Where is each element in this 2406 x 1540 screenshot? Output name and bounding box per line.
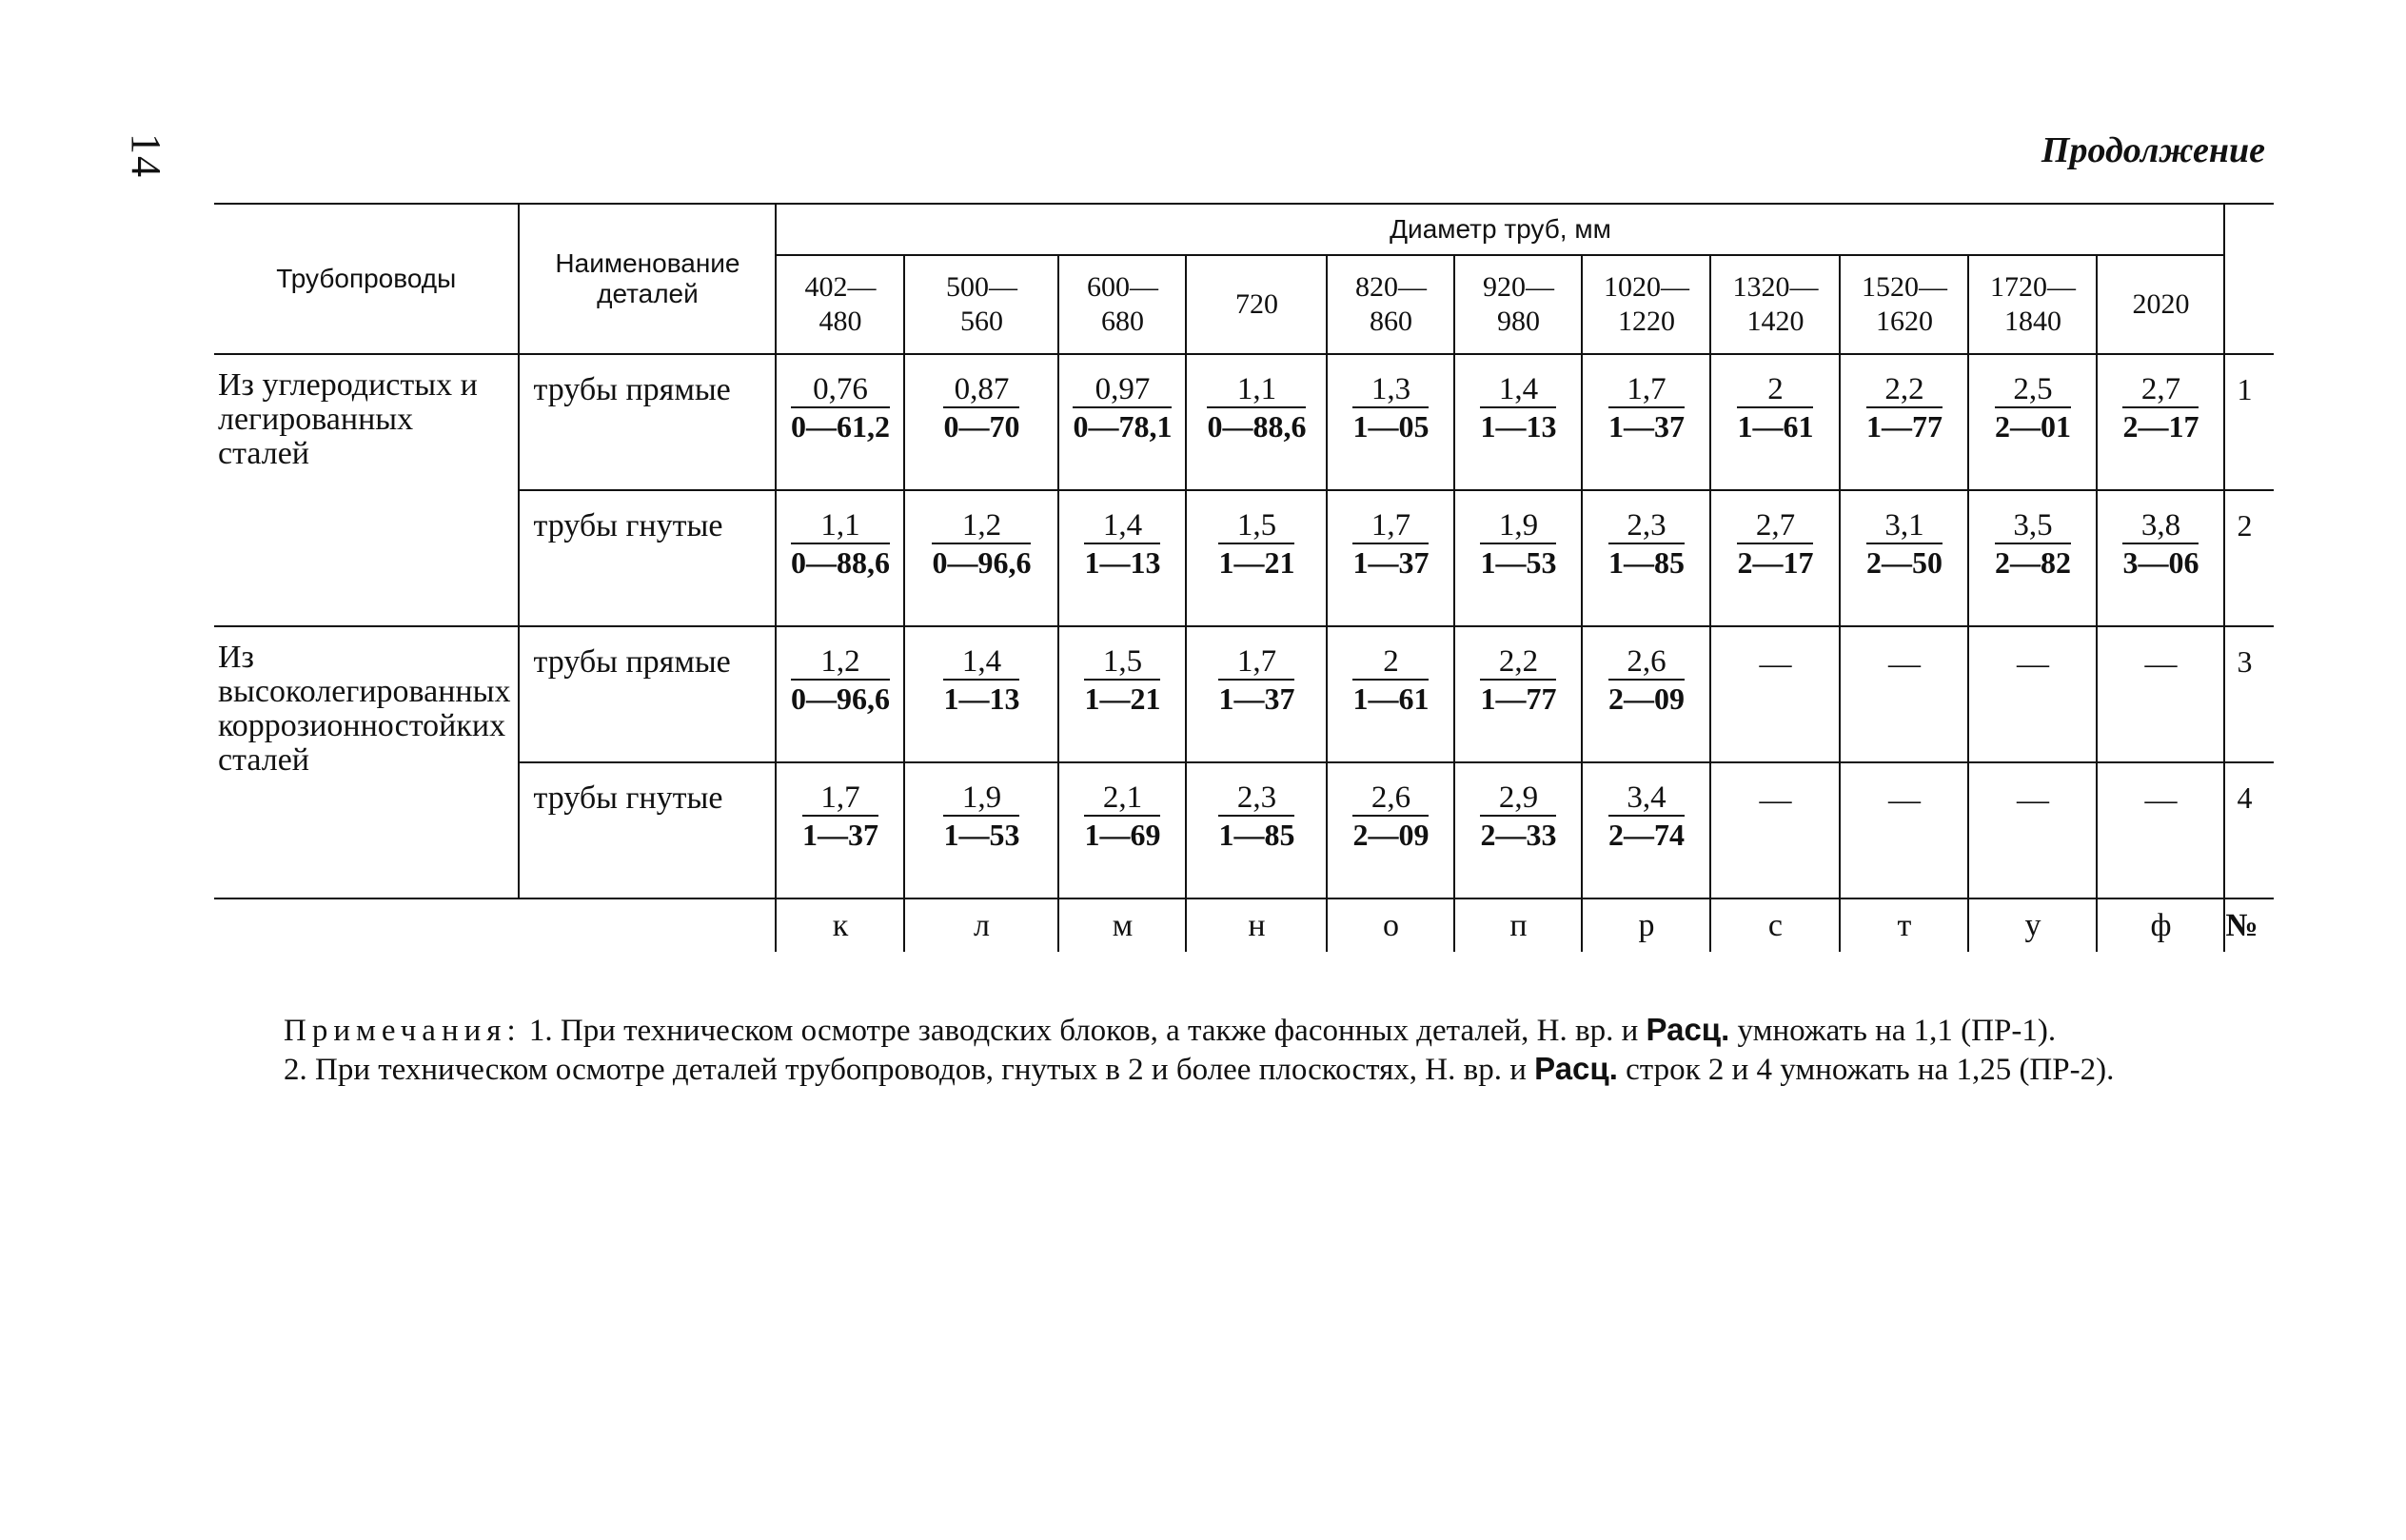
norm-rate: 1—85 xyxy=(1607,545,1685,580)
norm-fraction xyxy=(1995,372,2071,444)
value-cell xyxy=(904,354,1058,490)
norm-rate: 2—82 xyxy=(1994,545,2071,580)
norm-time: 2,1 xyxy=(1084,780,1160,817)
diameter-header-3 xyxy=(1186,255,1327,354)
value-cell xyxy=(1710,626,1840,762)
column-letter xyxy=(1454,898,1582,952)
detail-name xyxy=(519,626,776,762)
notes-label: Примечания: xyxy=(284,1014,522,1048)
column-letter-text: р xyxy=(1638,907,1655,943)
norm-fraction xyxy=(2122,508,2199,581)
norm-rate: 1—61 xyxy=(1737,409,1814,444)
note-2-text-a: 2. При техническом осмотре деталей трубопроводов, гнутых в 2 и более плоскостях, Н. вр. и xyxy=(284,1053,1535,1087)
column-letter xyxy=(1327,898,1454,952)
diameter-line1: 1020— xyxy=(1603,271,1689,303)
norm-rate: 1—77 xyxy=(1865,409,1943,444)
empty-dash: — xyxy=(2016,646,2049,681)
value-cell xyxy=(776,354,904,490)
value-cell xyxy=(2097,626,2224,762)
norm-rate: 2—33 xyxy=(1480,818,1557,852)
norm-fraction xyxy=(1608,644,1685,717)
value-cell xyxy=(1582,762,1710,898)
norm-fraction xyxy=(791,644,890,717)
row-number xyxy=(2224,490,2274,626)
diameter-line1: 500— xyxy=(945,271,1017,303)
group-name-0 xyxy=(214,354,519,626)
detail-name xyxy=(519,762,776,898)
norm-time: 2,6 xyxy=(1352,780,1429,817)
column-letter-text: л xyxy=(973,907,990,943)
group-name-text: Из углеродистых и легированных сталей xyxy=(218,367,478,471)
norm-time: 2,3 xyxy=(1218,780,1294,817)
diameter-header-0 xyxy=(776,255,904,354)
diameter-line2: 480 xyxy=(818,306,862,337)
value-cell xyxy=(1710,762,1840,898)
norm-fraction xyxy=(1608,372,1685,444)
norm-rate: 2—09 xyxy=(1607,681,1685,716)
value-cell xyxy=(2097,490,2224,626)
value-cell xyxy=(776,490,904,626)
group-name-text: Из высоколегированных коррозионностойких сталей xyxy=(218,640,511,778)
column-letter xyxy=(1186,898,1327,952)
number-sign-text: № xyxy=(2225,907,2258,943)
continuation-label: Продолжение xyxy=(2041,130,2265,170)
diameter-line1: 920— xyxy=(1482,271,1554,303)
column-letter-text: о xyxy=(1382,907,1399,943)
note-2 xyxy=(217,1050,2265,1089)
note-1-text-a: 1. При техническом осмотре заводских блоков, а также фасонных деталей, Н. вр. и xyxy=(528,1014,1647,1048)
diameter-line2: 1220 xyxy=(1617,306,1675,337)
page-number: 14 xyxy=(123,133,169,179)
norm-rate: 1—13 xyxy=(1084,545,1161,580)
column-letter xyxy=(1968,898,2097,952)
column-letter-text: ф xyxy=(2150,907,2172,943)
row-number xyxy=(2224,626,2274,762)
value-cell xyxy=(1582,354,1710,490)
value-cell xyxy=(1968,762,2097,898)
note-1-bold: Расц. xyxy=(1646,1012,1730,1047)
norm-time: 1,9 xyxy=(1480,508,1556,544)
value-cell xyxy=(1582,490,1710,626)
norm-rate: 1—61 xyxy=(1352,681,1430,716)
norm-fraction xyxy=(1480,372,1556,444)
norms-table xyxy=(214,203,2274,952)
norm-time: 0,87 xyxy=(943,372,1019,408)
letters-spacer-1 xyxy=(214,898,519,952)
column-letter-text: т xyxy=(1897,907,1912,943)
diameter-line1: 1320— xyxy=(1732,271,1819,303)
diameter-line2: 680 xyxy=(1100,306,1144,337)
value-cell xyxy=(1840,354,1968,490)
norm-fraction xyxy=(791,508,890,581)
diameter-header-4 xyxy=(1327,255,1454,354)
diameter-header-5 xyxy=(1454,255,1582,354)
norm-time: 1,1 xyxy=(1207,372,1306,408)
note-2-text-b: строк 2 и 4 умножать на 1,25 (ПР-2). xyxy=(1617,1053,2115,1087)
note-2-bold: Расц. xyxy=(1534,1051,1618,1086)
column-letter xyxy=(776,898,904,952)
value-cell xyxy=(2097,762,2224,898)
diameter-line1: 1720— xyxy=(1989,271,2076,303)
norm-time: 3,4 xyxy=(1608,780,1685,817)
column-letter-text: м xyxy=(1112,907,1134,943)
norm-fraction xyxy=(943,644,1019,717)
header-num-spacer xyxy=(2224,204,2274,354)
norm-fraction xyxy=(1866,372,1943,444)
empty-dash: — xyxy=(1759,782,1792,818)
column-letter-text: к xyxy=(832,907,849,943)
row-number-text: 4 xyxy=(2237,780,2253,815)
norm-rate: 1—37 xyxy=(1352,545,1430,580)
norm-rate: 1—21 xyxy=(1218,545,1295,580)
diameter-line1: 600— xyxy=(1086,271,1158,303)
empty-dash: — xyxy=(2144,782,2178,818)
column-letter xyxy=(1710,898,1840,952)
diameter-line1: 402— xyxy=(804,271,877,303)
norm-fraction xyxy=(2122,372,2199,444)
norm-time: 1,5 xyxy=(1218,508,1294,544)
header-pipelines-text: Трубопроводы xyxy=(276,264,457,293)
value-cell xyxy=(1327,762,1454,898)
norm-rate: 1—37 xyxy=(1607,409,1685,444)
diameter-line2: 1840 xyxy=(2003,306,2061,337)
value-cell xyxy=(776,626,904,762)
detail-name xyxy=(519,354,776,490)
column-letter xyxy=(1840,898,1968,952)
row-number xyxy=(2224,354,2274,490)
value-cell xyxy=(776,762,904,898)
norm-rate: 1—37 xyxy=(801,818,878,852)
row-number-text: 1 xyxy=(2237,372,2253,406)
norm-time: 1,2 xyxy=(791,644,890,681)
header-diameter xyxy=(776,204,2224,255)
diameter-line2: 980 xyxy=(1496,306,1540,337)
column-letter xyxy=(2097,898,2224,952)
value-cell xyxy=(1186,762,1327,898)
value-cell xyxy=(1454,490,1582,626)
header-details xyxy=(519,204,776,354)
norm-fraction xyxy=(1480,644,1556,717)
norm-rate: 2—01 xyxy=(1994,409,2071,444)
norm-time: 1,5 xyxy=(1084,644,1160,681)
norm-rate: 0—78,1 xyxy=(1073,409,1173,444)
norm-fraction xyxy=(943,780,1019,853)
norm-time: 2,2 xyxy=(1480,644,1556,681)
value-cell xyxy=(904,626,1058,762)
value-cell xyxy=(1327,490,1454,626)
norm-rate: 2—74 xyxy=(1607,818,1685,852)
diameter-line1: 1520— xyxy=(1861,271,1947,303)
column-letter xyxy=(904,898,1058,952)
norm-time: 0,97 xyxy=(1073,372,1172,408)
value-cell xyxy=(904,490,1058,626)
norm-fraction xyxy=(1073,372,1172,444)
norm-rate: 0—88,6 xyxy=(1207,409,1307,444)
norm-time: 1,7 xyxy=(1608,372,1685,408)
value-cell xyxy=(1186,354,1327,490)
norm-rate: 1—85 xyxy=(1218,818,1295,852)
diameter-header-2 xyxy=(1058,255,1186,354)
norm-fraction xyxy=(1480,780,1556,853)
norm-rate: 2—50 xyxy=(1865,545,1943,580)
letters-spacer-2 xyxy=(519,898,776,952)
value-cell xyxy=(1840,762,1968,898)
value-cell xyxy=(1327,354,1454,490)
norm-fraction xyxy=(1207,372,1306,444)
norm-time: 1,1 xyxy=(791,508,890,544)
norm-fraction xyxy=(1218,644,1294,717)
norm-time: 2,7 xyxy=(1737,508,1813,544)
norm-time: 2 xyxy=(1737,372,1813,408)
note-1-text-b: умножать на 1,1 (ПР-1). xyxy=(1729,1014,2057,1048)
diameter-line1: 720 xyxy=(1234,288,1278,320)
value-cell xyxy=(1186,490,1327,626)
value-cell xyxy=(1840,490,1968,626)
diameter-line1: 820— xyxy=(1354,271,1427,303)
column-letter-text: с xyxy=(1767,907,1784,943)
header-pipelines xyxy=(214,204,519,354)
norm-fraction xyxy=(791,372,890,444)
norm-rate: 1—13 xyxy=(1480,409,1557,444)
value-cell xyxy=(1454,626,1582,762)
norm-time: 1,7 xyxy=(1352,508,1429,544)
diameter-line2: 560 xyxy=(959,306,1003,337)
diameter-line2: 860 xyxy=(1369,306,1412,337)
norm-rate: 0—96,6 xyxy=(932,545,1032,580)
norm-rate: 1—53 xyxy=(943,818,1020,852)
norm-rate: 0—88,6 xyxy=(790,545,890,580)
norm-time: 2,5 xyxy=(1995,372,2071,408)
diameter-line2: 1620 xyxy=(1875,306,1933,337)
norm-time: 3,1 xyxy=(1866,508,1943,544)
norm-time: 2 xyxy=(1352,644,1429,681)
empty-dash: — xyxy=(1759,646,1792,681)
norm-fraction xyxy=(1218,780,1294,853)
value-cell xyxy=(1968,354,2097,490)
group-name-1 xyxy=(214,626,519,898)
norm-fraction xyxy=(1218,508,1294,581)
norm-rate: 2—17 xyxy=(2122,409,2199,444)
norm-time: 2,9 xyxy=(1480,780,1556,817)
norm-fraction xyxy=(1866,508,1943,581)
norm-time: 1,7 xyxy=(802,780,878,817)
norm-rate: 1—13 xyxy=(943,681,1020,716)
norm-fraction xyxy=(932,508,1031,581)
detail-name-text: трубы гнутые xyxy=(533,780,723,816)
norm-fraction xyxy=(1352,508,1429,581)
norm-time: 1,2 xyxy=(932,508,1031,544)
value-cell xyxy=(1840,626,1968,762)
norm-time: 3,8 xyxy=(2122,508,2199,544)
column-letter xyxy=(1582,898,1710,952)
norm-time: 2,7 xyxy=(2122,372,2199,408)
note-1 xyxy=(217,1011,2265,1050)
value-cell xyxy=(1454,762,1582,898)
norm-fraction xyxy=(1084,780,1160,853)
norm-time: 1,4 xyxy=(1480,372,1556,408)
norm-rate: 0—96,6 xyxy=(790,681,890,716)
detail-name-text: трубы гнутые xyxy=(533,508,723,543)
detail-name-text: трубы прямые xyxy=(533,372,731,407)
norm-time: 2,3 xyxy=(1608,508,1685,544)
empty-dash: — xyxy=(1887,782,1921,818)
norm-fraction xyxy=(1737,372,1813,444)
diameter-header-10 xyxy=(2097,255,2224,354)
value-cell xyxy=(1058,626,1186,762)
value-cell xyxy=(1454,354,1582,490)
value-cell xyxy=(1710,354,1840,490)
norm-fraction xyxy=(1352,372,1429,444)
value-cell xyxy=(2097,354,2224,490)
row-number-text: 2 xyxy=(2237,508,2253,543)
value-cell xyxy=(1710,490,1840,626)
norm-time: 0,76 xyxy=(791,372,890,408)
column-letter xyxy=(1058,898,1186,952)
detail-name xyxy=(519,490,776,626)
norm-fraction xyxy=(1480,508,1556,581)
norm-time: 1,7 xyxy=(1218,644,1294,681)
norm-rate: 1—69 xyxy=(1084,818,1161,852)
value-cell xyxy=(1968,490,2097,626)
norm-fraction xyxy=(1084,508,1160,581)
diameter-header-9 xyxy=(1968,255,2097,354)
value-cell xyxy=(1058,762,1186,898)
norm-rate: 1—05 xyxy=(1352,409,1430,444)
norm-fraction xyxy=(1352,780,1429,853)
column-letter-text: п xyxy=(1509,907,1528,943)
column-letter-text: н xyxy=(1248,907,1266,943)
diameter-line1: 2020 xyxy=(2132,288,2190,320)
norm-rate: 2—17 xyxy=(1737,545,1814,580)
norm-time: 3,5 xyxy=(1995,508,2071,544)
norm-rate: 0—70 xyxy=(943,409,1020,444)
norm-fraction xyxy=(1608,508,1685,581)
empty-dash: — xyxy=(2144,646,2178,681)
diameter-header-8 xyxy=(1840,255,1968,354)
norm-time: 2,6 xyxy=(1608,644,1685,681)
value-cell xyxy=(1058,354,1186,490)
norm-fraction xyxy=(1995,508,2071,581)
detail-name-text: трубы прямые xyxy=(533,644,731,680)
value-cell xyxy=(904,762,1058,898)
norm-rate: 1—53 xyxy=(1480,545,1557,580)
norm-time: 1,4 xyxy=(943,644,1019,681)
value-cell xyxy=(1186,626,1327,762)
column-letter-text: у xyxy=(2024,907,2041,943)
value-cell xyxy=(1058,490,1186,626)
norm-rate: 3—06 xyxy=(2122,545,2199,580)
diameter-line2: 1420 xyxy=(1746,306,1804,337)
norm-fraction xyxy=(943,372,1019,444)
norm-time: 1,4 xyxy=(1084,508,1160,544)
norm-rate: 0—61,2 xyxy=(790,409,890,444)
norm-time: 2,2 xyxy=(1866,372,1943,408)
value-cell xyxy=(1327,626,1454,762)
header-diameter-text: Диаметр труб, мм xyxy=(1390,214,1611,244)
empty-dash: — xyxy=(2016,782,2049,818)
norm-rate: 1—77 xyxy=(1480,681,1557,716)
row-number xyxy=(2224,762,2274,898)
diameter-header-6 xyxy=(1582,255,1710,354)
norm-time: 1,3 xyxy=(1352,372,1429,408)
number-sign xyxy=(2224,898,2274,952)
diameter-header-1 xyxy=(904,255,1058,354)
norm-rate: 2—09 xyxy=(1352,818,1430,852)
norm-fraction xyxy=(1084,644,1160,717)
diameter-header-7 xyxy=(1710,255,1840,354)
header-details-text: Наименование деталей xyxy=(555,248,740,308)
row-number-text: 3 xyxy=(2237,644,2253,679)
norm-time: 1,9 xyxy=(943,780,1019,817)
empty-dash: — xyxy=(1887,646,1921,681)
norm-rate: 1—21 xyxy=(1084,681,1161,716)
norm-fraction xyxy=(1737,508,1813,581)
norm-fraction xyxy=(1608,780,1685,853)
value-cell xyxy=(1582,626,1710,762)
notes xyxy=(217,1011,2265,1089)
norm-fraction xyxy=(1352,644,1429,717)
norm-rate: 1—37 xyxy=(1218,681,1295,716)
value-cell xyxy=(1968,626,2097,762)
norm-fraction xyxy=(802,780,878,853)
